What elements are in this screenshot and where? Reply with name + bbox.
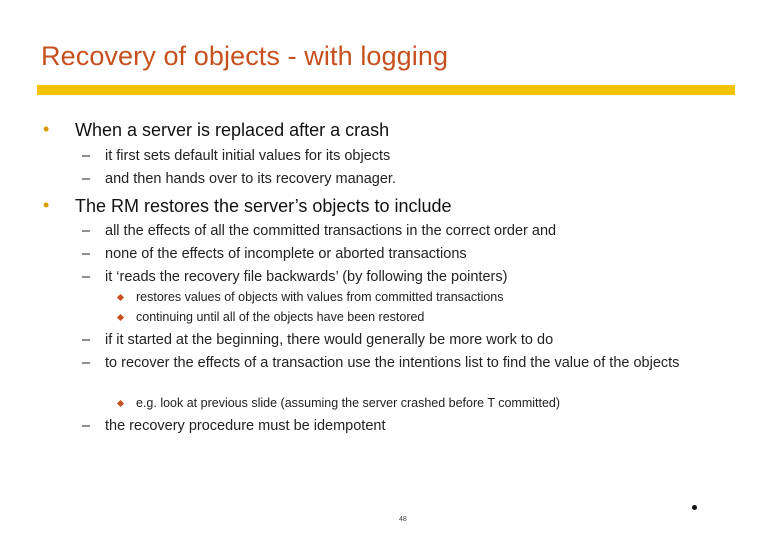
dash: – [82, 332, 91, 348]
sub-sub-text: e.g. look at previous slide (assuming the server crashed before T committed) [136, 396, 561, 410]
diamond-bullet-icon [117, 314, 124, 321]
sub-text: it ‘reads the recovery file backwards’ (by following the pointers) [105, 269, 508, 285]
page-number: 48 [399, 516, 407, 523]
corner-dot [692, 505, 697, 510]
bullet-text: When a server is replaced after a crash [75, 120, 390, 140]
sub-text: and then hands over to its recovery manager. [105, 171, 396, 187]
slide-title: Recovery of objects - with logging [41, 41, 449, 71]
sub-text: none of the effects of incomplete or aborted transactions [105, 246, 467, 262]
sub-text: it first sets default initial values for its objects [105, 148, 391, 164]
dash: – [82, 418, 91, 434]
dash: – [82, 148, 91, 164]
bullet-dot: • [43, 119, 50, 139]
dash: – [82, 269, 91, 285]
bullet-dot: • [43, 195, 50, 215]
dash: – [82, 171, 91, 187]
sub-sub-text: restores values of objects with values from committed transactions [136, 290, 504, 304]
sub-text: if it started at the beginning, there would generally be more work to do [105, 332, 554, 348]
diamond-bullet-icon [117, 294, 124, 301]
title-rule [37, 85, 735, 95]
sub-sub-text: continuing until all of the objects have been restored [136, 310, 425, 324]
diamond-bullet-icon [117, 400, 124, 407]
bullet-text: The RM restores the server’s objects to include [75, 196, 452, 216]
sub-text: the recovery procedure must be idempotent [105, 418, 386, 434]
dash: – [82, 355, 91, 371]
sub-text: to recover the effects of a transaction use the intentions list to find the value of the objects [105, 355, 680, 371]
dash: – [82, 223, 91, 239]
dash: – [82, 246, 91, 262]
sub-text: all the effects of all the committed transactions in the correct order and [105, 223, 557, 239]
